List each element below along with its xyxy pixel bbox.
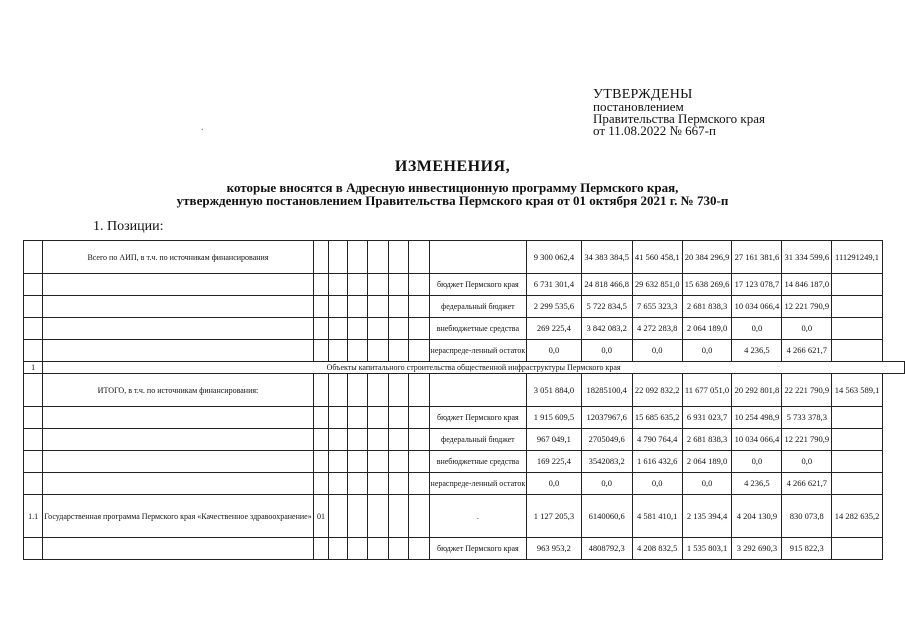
table-row	[24, 340, 905, 362]
empty-cell	[347, 340, 367, 362]
empty-cell	[329, 340, 347, 362]
value-cell-3: 0,0	[632, 340, 682, 362]
value-cell-4: 15 638 269,6	[682, 274, 732, 296]
empty-cell	[347, 241, 367, 274]
row-number-cell	[24, 241, 43, 274]
empty-cell	[388, 451, 408, 473]
value-cell-2: 5 722 834,5	[581, 296, 632, 318]
empty-cell	[368, 407, 388, 429]
empty-cell	[347, 495, 367, 538]
funding-source-cell: федеральный бюджет	[429, 296, 527, 318]
empty-cell	[368, 296, 388, 318]
value-cell-7	[832, 429, 883, 451]
value-cell-4: 2 681 838,3	[682, 429, 732, 451]
empty-cell	[347, 451, 367, 473]
funding-source-cell: бюджет Пермского края	[429, 538, 527, 560]
funding-source-cell	[429, 374, 527, 407]
program-code-cell	[313, 451, 329, 473]
object-name-cell	[43, 473, 313, 495]
empty-cell	[368, 451, 388, 473]
value-cell-6: 830 073,8	[782, 495, 832, 538]
value-cell-1: 3 051 884,0	[527, 374, 581, 407]
value-cell-1: 6 731 301,4	[527, 274, 581, 296]
empty-cell	[329, 495, 347, 538]
positions-heading: 1. Позиции:	[93, 219, 164, 234]
value-cell-3: 0,0	[632, 473, 682, 495]
value-cell-4: 11 677 051,0	[682, 374, 732, 407]
empty-cell	[329, 318, 347, 340]
row-number-cell: 1	[24, 362, 43, 374]
empty-cell	[388, 296, 408, 318]
empty-cell	[329, 538, 347, 560]
empty-cell	[409, 407, 429, 429]
approval-line-1: постановлением	[593, 99, 684, 114]
empty-cell	[347, 407, 367, 429]
value-cell-6: 0,0	[782, 451, 832, 473]
value-cell-1: 1 915 609,5	[527, 407, 581, 429]
empty-cell	[329, 374, 347, 407]
value-cell-7	[832, 451, 883, 473]
value-cell-7	[832, 296, 883, 318]
value-cell-2: 12037967,6	[581, 407, 632, 429]
value-cell-3: 4 581 410,1	[632, 495, 682, 538]
object-name-cell	[43, 538, 313, 560]
funding-source-cell: нераспреде-ленный остаток	[429, 340, 527, 362]
value-cell-4: 20 384 296,9	[682, 241, 732, 274]
row-number-cell	[24, 374, 43, 407]
empty-cell	[388, 473, 408, 495]
empty-cell	[329, 407, 347, 429]
empty-cell	[329, 274, 347, 296]
value-cell-1: 0,0	[527, 473, 581, 495]
value-cell-5: 3 292 690,3	[732, 538, 782, 560]
value-cell-3: 1 616 432,6	[632, 451, 682, 473]
value-cell-5: 10 254 498,9	[732, 407, 782, 429]
funding-source-cell: внебюджетные средства	[429, 318, 527, 340]
empty-cell	[388, 374, 408, 407]
empty-cell	[409, 374, 429, 407]
value-cell-7	[832, 538, 883, 560]
empty-cell	[329, 296, 347, 318]
funding-source-cell: .	[429, 495, 527, 538]
empty-cell	[368, 274, 388, 296]
empty-cell	[368, 473, 388, 495]
object-name-cell	[43, 318, 313, 340]
value-cell-5: 20 292 801,8	[732, 374, 782, 407]
value-cell-1: 269 225,4	[527, 318, 581, 340]
investment-program-table	[23, 240, 905, 560]
approval-block	[593, 89, 765, 137]
table-row	[24, 241, 905, 274]
table-row	[24, 318, 905, 340]
approval-heading: УТВЕРЖДЕНЫ	[593, 87, 693, 102]
table-row	[24, 407, 905, 429]
table-row	[24, 473, 905, 495]
value-cell-5: 10 034 066,4	[732, 429, 782, 451]
subtitle-line-1: которые вносятся в Адресную инвестиционную программу Пермского края,	[226, 180, 679, 195]
value-cell-6: 31 334 599,6	[782, 241, 832, 274]
value-cell-5: 4 236,5	[732, 340, 782, 362]
value-cell-2: 4808792,3	[581, 538, 632, 560]
value-cell-4: 2 681 838,3	[682, 296, 732, 318]
subtitle-line-2: утвержденную постановлением Правительства Пермского края от 01 октября 2021 г. № 730-п	[176, 193, 729, 208]
empty-cell	[347, 296, 367, 318]
object-name-cell	[43, 340, 313, 362]
value-cell-7	[832, 340, 883, 362]
empty-cell	[329, 429, 347, 451]
value-cell-2: 3 842 083,2	[581, 318, 632, 340]
value-cell-3: 29 632 851,0	[632, 274, 682, 296]
funding-source-cell: внебюджетные средства	[429, 451, 527, 473]
row-number-cell	[24, 318, 43, 340]
empty-cell	[368, 538, 388, 560]
program-code-cell	[313, 274, 329, 296]
value-cell-5: 0,0	[732, 451, 782, 473]
value-cell-6: 0,0	[782, 318, 832, 340]
value-cell-7	[832, 407, 883, 429]
value-cell-5: 0,0	[732, 318, 782, 340]
empty-cell	[409, 473, 429, 495]
value-cell-7	[832, 318, 883, 340]
value-cell-2: 6140060,6	[581, 495, 632, 538]
value-cell-1: 0,0	[527, 340, 581, 362]
value-cell-5: 4 236,5	[732, 473, 782, 495]
object-name-cell	[43, 451, 313, 473]
approval-line-2: Правительства Пермского края	[593, 111, 765, 126]
value-cell-5: 27 161 381,6	[732, 241, 782, 274]
program-code-cell	[313, 296, 329, 318]
object-name-cell: Государственная программа Пермского края «Качественное здравоохранение»	[43, 495, 313, 538]
value-cell-2: 3542083,2	[581, 451, 632, 473]
empty-cell	[409, 318, 429, 340]
value-cell-2: 24 818 466,8	[581, 274, 632, 296]
object-name-cell	[43, 274, 313, 296]
table-body	[24, 241, 905, 560]
empty-cell	[388, 318, 408, 340]
empty-cell	[409, 429, 429, 451]
program-code-cell	[313, 407, 329, 429]
empty-cell	[368, 241, 388, 274]
value-cell-6: 12 221 790,9	[782, 429, 832, 451]
section-title-cell: Объекты капитального строительства общественной инфраструктуры Пермского края	[43, 362, 905, 374]
empty-cell	[329, 241, 347, 274]
value-cell-2: 18285100,4	[581, 374, 632, 407]
value-cell-5: 10 034 066,4	[732, 296, 782, 318]
empty-cell	[388, 241, 408, 274]
value-cell-4: 2 064 189,0	[682, 451, 732, 473]
program-code-cell	[313, 318, 329, 340]
empty-cell	[368, 429, 388, 451]
empty-cell	[409, 241, 429, 274]
empty-cell	[329, 473, 347, 495]
value-cell-2: 2705049,6	[581, 429, 632, 451]
empty-cell	[329, 451, 347, 473]
funding-source-cell	[429, 241, 527, 274]
value-cell-3: 22 092 832,2	[632, 374, 682, 407]
program-code-cell	[313, 473, 329, 495]
value-cell-6: 12 221 790,9	[782, 296, 832, 318]
row-number-cell	[24, 429, 43, 451]
value-cell-4: 0,0	[682, 340, 732, 362]
value-cell-7: 14 282 635,2	[832, 495, 883, 538]
empty-cell	[409, 340, 429, 362]
value-cell-1: 2 299 535,6	[527, 296, 581, 318]
empty-cell	[368, 495, 388, 538]
value-cell-7	[832, 274, 883, 296]
value-cell-2: 34 383 384,5	[581, 241, 632, 274]
stray-mark: .	[201, 122, 204, 133]
value-cell-1: 963 953,2	[527, 538, 581, 560]
value-cell-6: 4 266 621,7	[782, 473, 832, 495]
row-number-cell	[24, 340, 43, 362]
object-name-cell: Всего по АИП, в т.ч. по источникам финансирования	[43, 241, 313, 274]
value-cell-1: 169 225,4	[527, 451, 581, 473]
row-number-cell	[24, 473, 43, 495]
empty-cell	[409, 451, 429, 473]
funding-source-cell: бюджет Пермского края	[429, 274, 527, 296]
row-number-cell	[24, 296, 43, 318]
empty-cell	[409, 296, 429, 318]
empty-cell	[388, 407, 408, 429]
value-cell-1: 1 127 205,3	[527, 495, 581, 538]
value-cell-5: 4 204 130,9	[732, 495, 782, 538]
value-cell-3: 41 560 458,1	[632, 241, 682, 274]
funding-source-cell: нераспреде-ленный остаток	[429, 473, 527, 495]
value-cell-4: 2 064 189,0	[682, 318, 732, 340]
program-code-cell	[313, 374, 329, 407]
program-code-cell	[313, 538, 329, 560]
table-row	[24, 274, 905, 296]
empty-cell	[388, 340, 408, 362]
document-subtitle	[0, 181, 905, 207]
empty-cell	[347, 538, 367, 560]
empty-cell	[388, 274, 408, 296]
value-cell-7: 111291249,1	[832, 241, 883, 274]
empty-cell	[388, 429, 408, 451]
object-name-cell	[43, 407, 313, 429]
approval-line-3: от 11.08.2022 № 667-п	[593, 123, 716, 138]
funding-source-cell: бюджет Пермского края	[429, 407, 527, 429]
table-row	[24, 296, 905, 318]
value-cell-6: 4 266 621,7	[782, 340, 832, 362]
value-cell-3: 4 208 832,5	[632, 538, 682, 560]
object-name-cell	[43, 296, 313, 318]
section-row	[24, 362, 905, 374]
empty-cell	[347, 429, 367, 451]
program-code-cell	[313, 241, 329, 274]
value-cell-2: 0,0	[581, 473, 632, 495]
table-row	[24, 538, 905, 560]
value-cell-2: 0,0	[581, 340, 632, 362]
funding-source-cell: федеральный бюджет	[429, 429, 527, 451]
empty-cell	[409, 274, 429, 296]
value-cell-5: 17 123 078,7	[732, 274, 782, 296]
row-number-cell	[24, 538, 43, 560]
program-code-cell: 01	[313, 495, 329, 538]
value-cell-3: 7 655 323,3	[632, 296, 682, 318]
table-row	[24, 429, 905, 451]
empty-cell	[368, 374, 388, 407]
value-cell-3: 15 685 635,2	[632, 407, 682, 429]
empty-cell	[368, 318, 388, 340]
empty-cell	[409, 495, 429, 538]
empty-cell	[347, 274, 367, 296]
object-name-cell: ИТОГО, в т.ч. по источникам финансирования:	[43, 374, 313, 407]
program-code-cell	[313, 429, 329, 451]
empty-cell	[388, 538, 408, 560]
row-number-cell	[24, 274, 43, 296]
empty-cell	[347, 374, 367, 407]
value-cell-1: 967 049,1	[527, 429, 581, 451]
empty-cell	[347, 473, 367, 495]
value-cell-7	[832, 473, 883, 495]
value-cell-1: 9 300 062,4	[527, 241, 581, 274]
value-cell-7: 14 563 589,1	[832, 374, 883, 407]
empty-cell	[368, 340, 388, 362]
value-cell-3: 4 272 283,8	[632, 318, 682, 340]
empty-cell	[347, 318, 367, 340]
empty-cell	[409, 538, 429, 560]
value-cell-6: 14 846 187,0	[782, 274, 832, 296]
empty-cell	[388, 495, 408, 538]
value-cell-6: 915 822,3	[782, 538, 832, 560]
table-row	[24, 451, 905, 473]
value-cell-4: 1 535 803,1	[682, 538, 732, 560]
value-cell-6: 5 733 378,3	[782, 407, 832, 429]
value-cell-4: 6 931 023,7	[682, 407, 732, 429]
value-cell-4: 0,0	[682, 473, 732, 495]
value-cell-6: 22 221 790,9	[782, 374, 832, 407]
table-row	[24, 374, 905, 407]
object-name-cell	[43, 429, 313, 451]
value-cell-4: 2 135 394,4	[682, 495, 732, 538]
table-row	[24, 495, 905, 538]
row-number-cell: 1.1	[24, 495, 43, 538]
row-number-cell	[24, 407, 43, 429]
value-cell-3: 4 790 764,4	[632, 429, 682, 451]
document-title: ИЗМЕНЕНИЯ,	[394, 158, 511, 175]
row-number-cell	[24, 451, 43, 473]
program-code-cell	[313, 340, 329, 362]
